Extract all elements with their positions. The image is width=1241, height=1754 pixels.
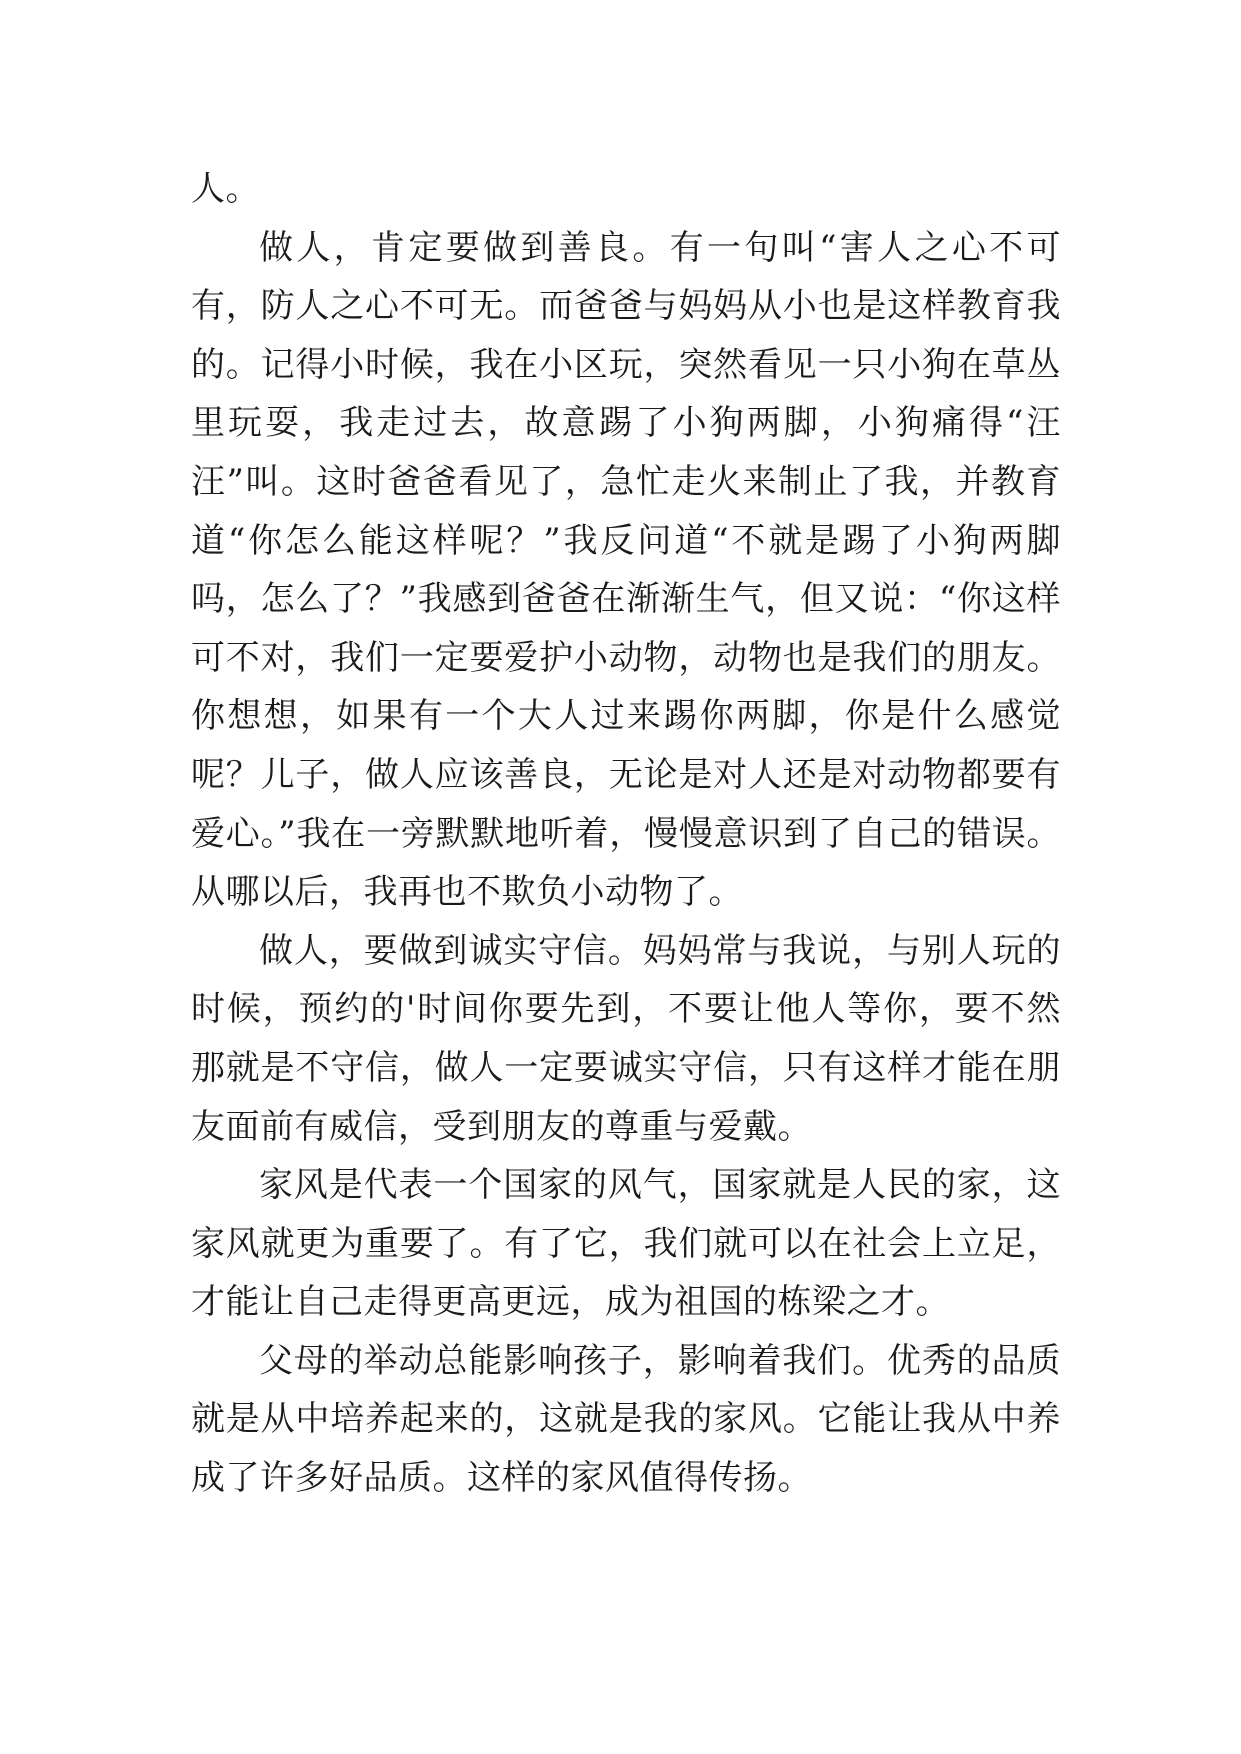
paragraph-kindness: 做人，肯定要做到善良。有一句叫“害人之心不可有，防人之心不可无。而爸爸与妈妈从小也是这样教育我的。记得小时候，我在小区玩，突然看见一只小狗在草丛里玩耍，我走过去，故意踢了小狗两脚，小狗痛得“汪汪”叫。这时爸爸看见了，急忙走火来制止了我，并教育道“你怎么能这样呢？”我反问道“不就是踢了小狗两脚吗，怎么了？”我感到爸爸在渐渐生气，但又说：“你这样可不对，我们一定要爱护小动物，动物也是我们的朋友。你想想，如果有一个大人过来踢你两脚，你是什么感觉呢？儿子，做人应该善良，无论是对人还是对动物都要有爱心。”我在一旁默默地听着，慢慢意识到了自己的错误。从哪以后，我再也不欺负小动物了。 xyxy=(191,227,1061,913)
paragraph-continuation: 人。 xyxy=(191,169,260,209)
document-page xyxy=(191,160,1061,1508)
paragraph-conclusion: 父母的举动总能影响孩子，影响着我们。优秀的品质就是从中培养起来的，这就是我的家风。它能让我从中养成了许多好品质。这样的家风值得传扬。 xyxy=(191,1340,1061,1499)
paragraph-family-tradition: 家风是代表一个国家的风气，国家就是人民的家，这家风就更为重要了。有了它，我们就可以在社会上立足，才能让自己走得更高更远，成为祖国的栋梁之才。 xyxy=(191,1165,1061,1323)
paragraph-honesty: 做人，要做到诚实守信。妈妈常与我说，与别人玩的时候，预约的'时间你要先到，不要让他人等你，要不然那就是不守信，做人一定要诚实守信，只有这样才能在朋友面前有威信，受到朋友的尊重与爱戴。 xyxy=(191,930,1061,1147)
